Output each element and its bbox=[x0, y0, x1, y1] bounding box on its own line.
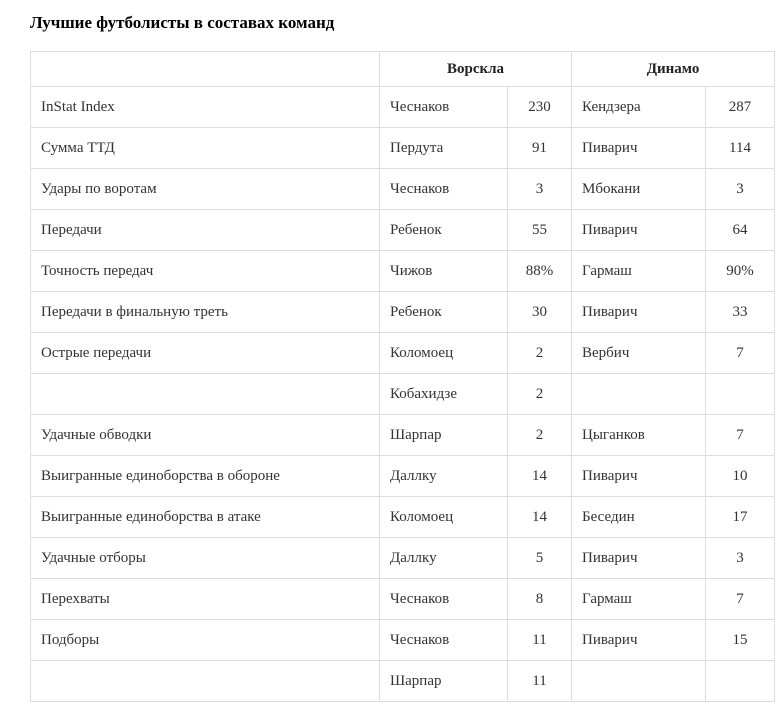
dinamo-player: Гармаш bbox=[572, 251, 706, 292]
dinamo-value: 7 bbox=[706, 415, 775, 456]
vorskla-player: Ребенок bbox=[380, 210, 508, 251]
team-header-vorskla: Ворскла bbox=[380, 52, 572, 87]
vorskla-value: 11 bbox=[508, 661, 572, 702]
dinamo-player: Цыганков bbox=[572, 415, 706, 456]
dinamo-value: 33 bbox=[706, 292, 775, 333]
dinamo-value: 7 bbox=[706, 333, 775, 374]
vorskla-player: Шарпар bbox=[380, 661, 508, 702]
stats-table bbox=[30, 51, 775, 702]
table-row bbox=[31, 456, 775, 497]
vorskla-value: 2 bbox=[508, 333, 572, 374]
metric-label: Передачи в финальную треть bbox=[31, 292, 380, 333]
metric-label: Выигранные единоборства в атаке bbox=[31, 497, 380, 538]
table-row bbox=[31, 661, 775, 702]
dinamo-player: Пиварич bbox=[572, 210, 706, 251]
table-row bbox=[31, 128, 775, 169]
vorskla-player: Чеснаков bbox=[380, 169, 508, 210]
metric-label bbox=[31, 374, 380, 415]
table-row bbox=[31, 251, 775, 292]
vorskla-value: 3 bbox=[508, 169, 572, 210]
vorskla-value: 2 bbox=[508, 374, 572, 415]
dinamo-player: Пиварич bbox=[572, 456, 706, 497]
dinamo-value: 17 bbox=[706, 497, 775, 538]
dinamo-player: Вербич bbox=[572, 333, 706, 374]
metric-label: Подборы bbox=[31, 620, 380, 661]
table-row bbox=[31, 620, 775, 661]
corner-cell bbox=[31, 52, 380, 87]
dinamo-player: Пиварич bbox=[572, 128, 706, 169]
dinamo-player bbox=[572, 374, 706, 415]
team-header-dinamo: Динамо bbox=[572, 52, 775, 87]
vorskla-value: 230 bbox=[508, 87, 572, 128]
dinamo-value bbox=[706, 661, 775, 702]
table-row bbox=[31, 497, 775, 538]
dinamo-value: 90% bbox=[706, 251, 775, 292]
table-row bbox=[31, 169, 775, 210]
dinamo-player: Пиварич bbox=[572, 538, 706, 579]
metric-label: Удачные отборы bbox=[31, 538, 380, 579]
dinamo-value bbox=[706, 374, 775, 415]
vorskla-player: Ребенок bbox=[380, 292, 508, 333]
vorskla-value: 30 bbox=[508, 292, 572, 333]
dinamo-value: 114 bbox=[706, 128, 775, 169]
vorskla-player: Коломоец bbox=[380, 497, 508, 538]
dinamo-value: 15 bbox=[706, 620, 775, 661]
vorskla-value: 5 bbox=[508, 538, 572, 579]
vorskla-player: Даллку bbox=[380, 456, 508, 497]
vorskla-value: 8 bbox=[508, 579, 572, 620]
dinamo-player: Гармаш bbox=[572, 579, 706, 620]
vorskla-player: Шарпар bbox=[380, 415, 508, 456]
dinamo-value: 7 bbox=[706, 579, 775, 620]
vorskla-player: Чеснаков bbox=[380, 579, 508, 620]
vorskla-value: 14 bbox=[508, 456, 572, 497]
vorskla-value: 2 bbox=[508, 415, 572, 456]
metric-label: InStat Index bbox=[31, 87, 380, 128]
table-header-row bbox=[31, 52, 775, 87]
metric-label: Удары по воротам bbox=[31, 169, 380, 210]
metric-label: Удачные обводки bbox=[31, 415, 380, 456]
metric-label: Передачи bbox=[31, 210, 380, 251]
vorskla-value: 88% bbox=[508, 251, 572, 292]
vorskla-value: 11 bbox=[508, 620, 572, 661]
table-row bbox=[31, 210, 775, 251]
vorskla-player: Даллку bbox=[380, 538, 508, 579]
table-row bbox=[31, 87, 775, 128]
vorskla-player: Чижов bbox=[380, 251, 508, 292]
vorskla-value: 55 bbox=[508, 210, 572, 251]
vorskla-player: Кобахидзе bbox=[380, 374, 508, 415]
dinamo-player: Пиварич bbox=[572, 620, 706, 661]
dinamo-player: Кендзера bbox=[572, 87, 706, 128]
vorskla-value: 14 bbox=[508, 497, 572, 538]
metric-label: Точность передач bbox=[31, 251, 380, 292]
vorskla-player: Чеснаков bbox=[380, 620, 508, 661]
vorskla-player: Коломоец bbox=[380, 333, 508, 374]
vorskla-player: Пердута bbox=[380, 128, 508, 169]
table-row bbox=[31, 415, 775, 456]
vorskla-player: Чеснаков bbox=[380, 87, 508, 128]
vorskla-value: 91 bbox=[508, 128, 572, 169]
table-row bbox=[31, 374, 775, 415]
table-row bbox=[31, 538, 775, 579]
dinamo-player: Мбокани bbox=[572, 169, 706, 210]
metric-label: Выигранные единоборства в обороне bbox=[31, 456, 380, 497]
metric-label: Острые передачи bbox=[31, 333, 380, 374]
metric-label: Сумма ТТД bbox=[31, 128, 380, 169]
dinamo-player bbox=[572, 661, 706, 702]
page-title: Лучшие футболисты в составах команд bbox=[30, 13, 335, 32]
dinamo-value: 3 bbox=[706, 169, 775, 210]
table-row bbox=[31, 579, 775, 620]
dinamo-player: Пиварич bbox=[572, 292, 706, 333]
dinamo-value: 10 bbox=[706, 456, 775, 497]
dinamo-player: Беседин bbox=[572, 497, 706, 538]
metric-label bbox=[31, 661, 380, 702]
dinamo-value: 3 bbox=[706, 538, 775, 579]
dinamo-value: 64 bbox=[706, 210, 775, 251]
metric-label: Перехваты bbox=[31, 579, 380, 620]
table-row bbox=[31, 333, 775, 374]
table-row bbox=[31, 292, 775, 333]
dinamo-value: 287 bbox=[706, 87, 775, 128]
